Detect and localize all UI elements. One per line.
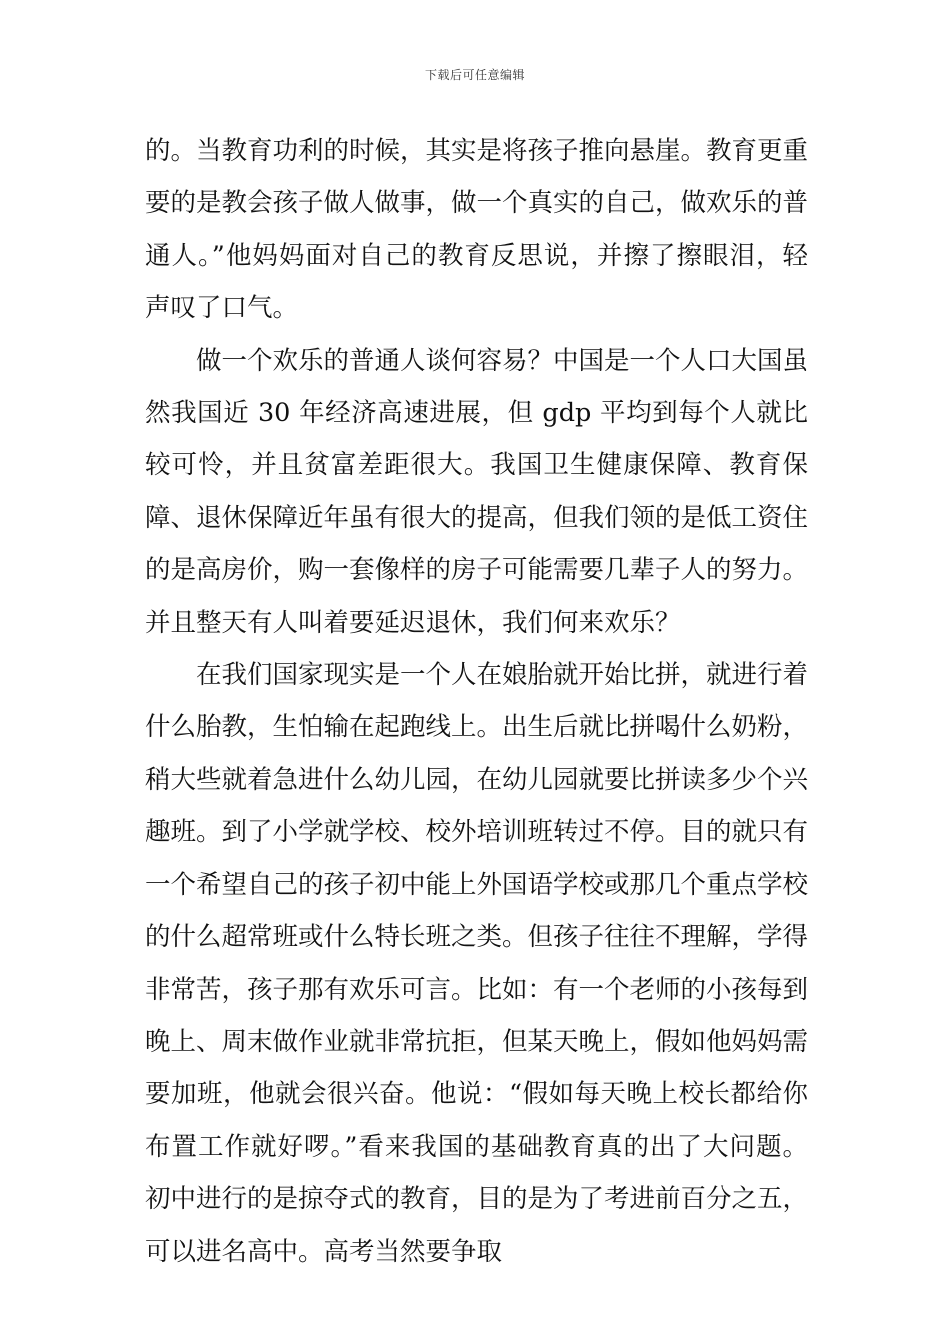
paragraph-1: 的。当教育功利的时候，其实是将孩子推向悬崖。教育更重要的是教会孩子做人做事，做一个真实的自己，做欢乐的普通人。”他妈妈面对自己的教育反思说，并擦了擦眼泪，轻声叹了口气。 (145, 136, 809, 324)
header-note: 下载后可任意编辑 (424, 68, 525, 82)
document-body (145, 125, 808, 1278)
paragraph-2: 做一个欢乐的普通人谈何容易？中国是一个人口大国虽然我国近 30 年经济高速进展，但 gdp 平均到每个人就比较可怜，并且贫富差距很大。我国卫生健康保障、教育保障、退休保障近年虽有很大的提高，但我们领的是低工资住的是高房价，购一套像样的房子可能需要几辈子人的努力。并且整天有人叫着要延迟退休，我们何来欢乐？ (145, 345, 809, 638)
paragraph-3: 在我们国家现实是一个人在娘胎就开始比拼，就进行着什么胎教，生怕输在起跑线上。出生后就比拼喝什么奶粉，稍大些就着急进什么幼儿园，在幼儿园就要比拼读多少个兴趣班。到了小学就学校、校外培训班转过不停。目的就只有一个希望自己的孩子初中能上外国语学校或那几个重点学校的什么超常班或什么特长班之类。但孩子往往不理解，学得非常苦，孩子那有欢乐可言。比如：有一个老师的小孩每到晚上、周末做作业就非常抗拒，但某天晚上，假如他妈妈需要加班，他就会很兴奋。他说：“假如每天晚上校长都给你布置工作就好啰。”看来我国的基础教育真的出了大问题。初中进行的是掠夺式的教育，目的是为了考进前百分之五，可以进名高中。高考当然要争取 (145, 660, 809, 1267)
